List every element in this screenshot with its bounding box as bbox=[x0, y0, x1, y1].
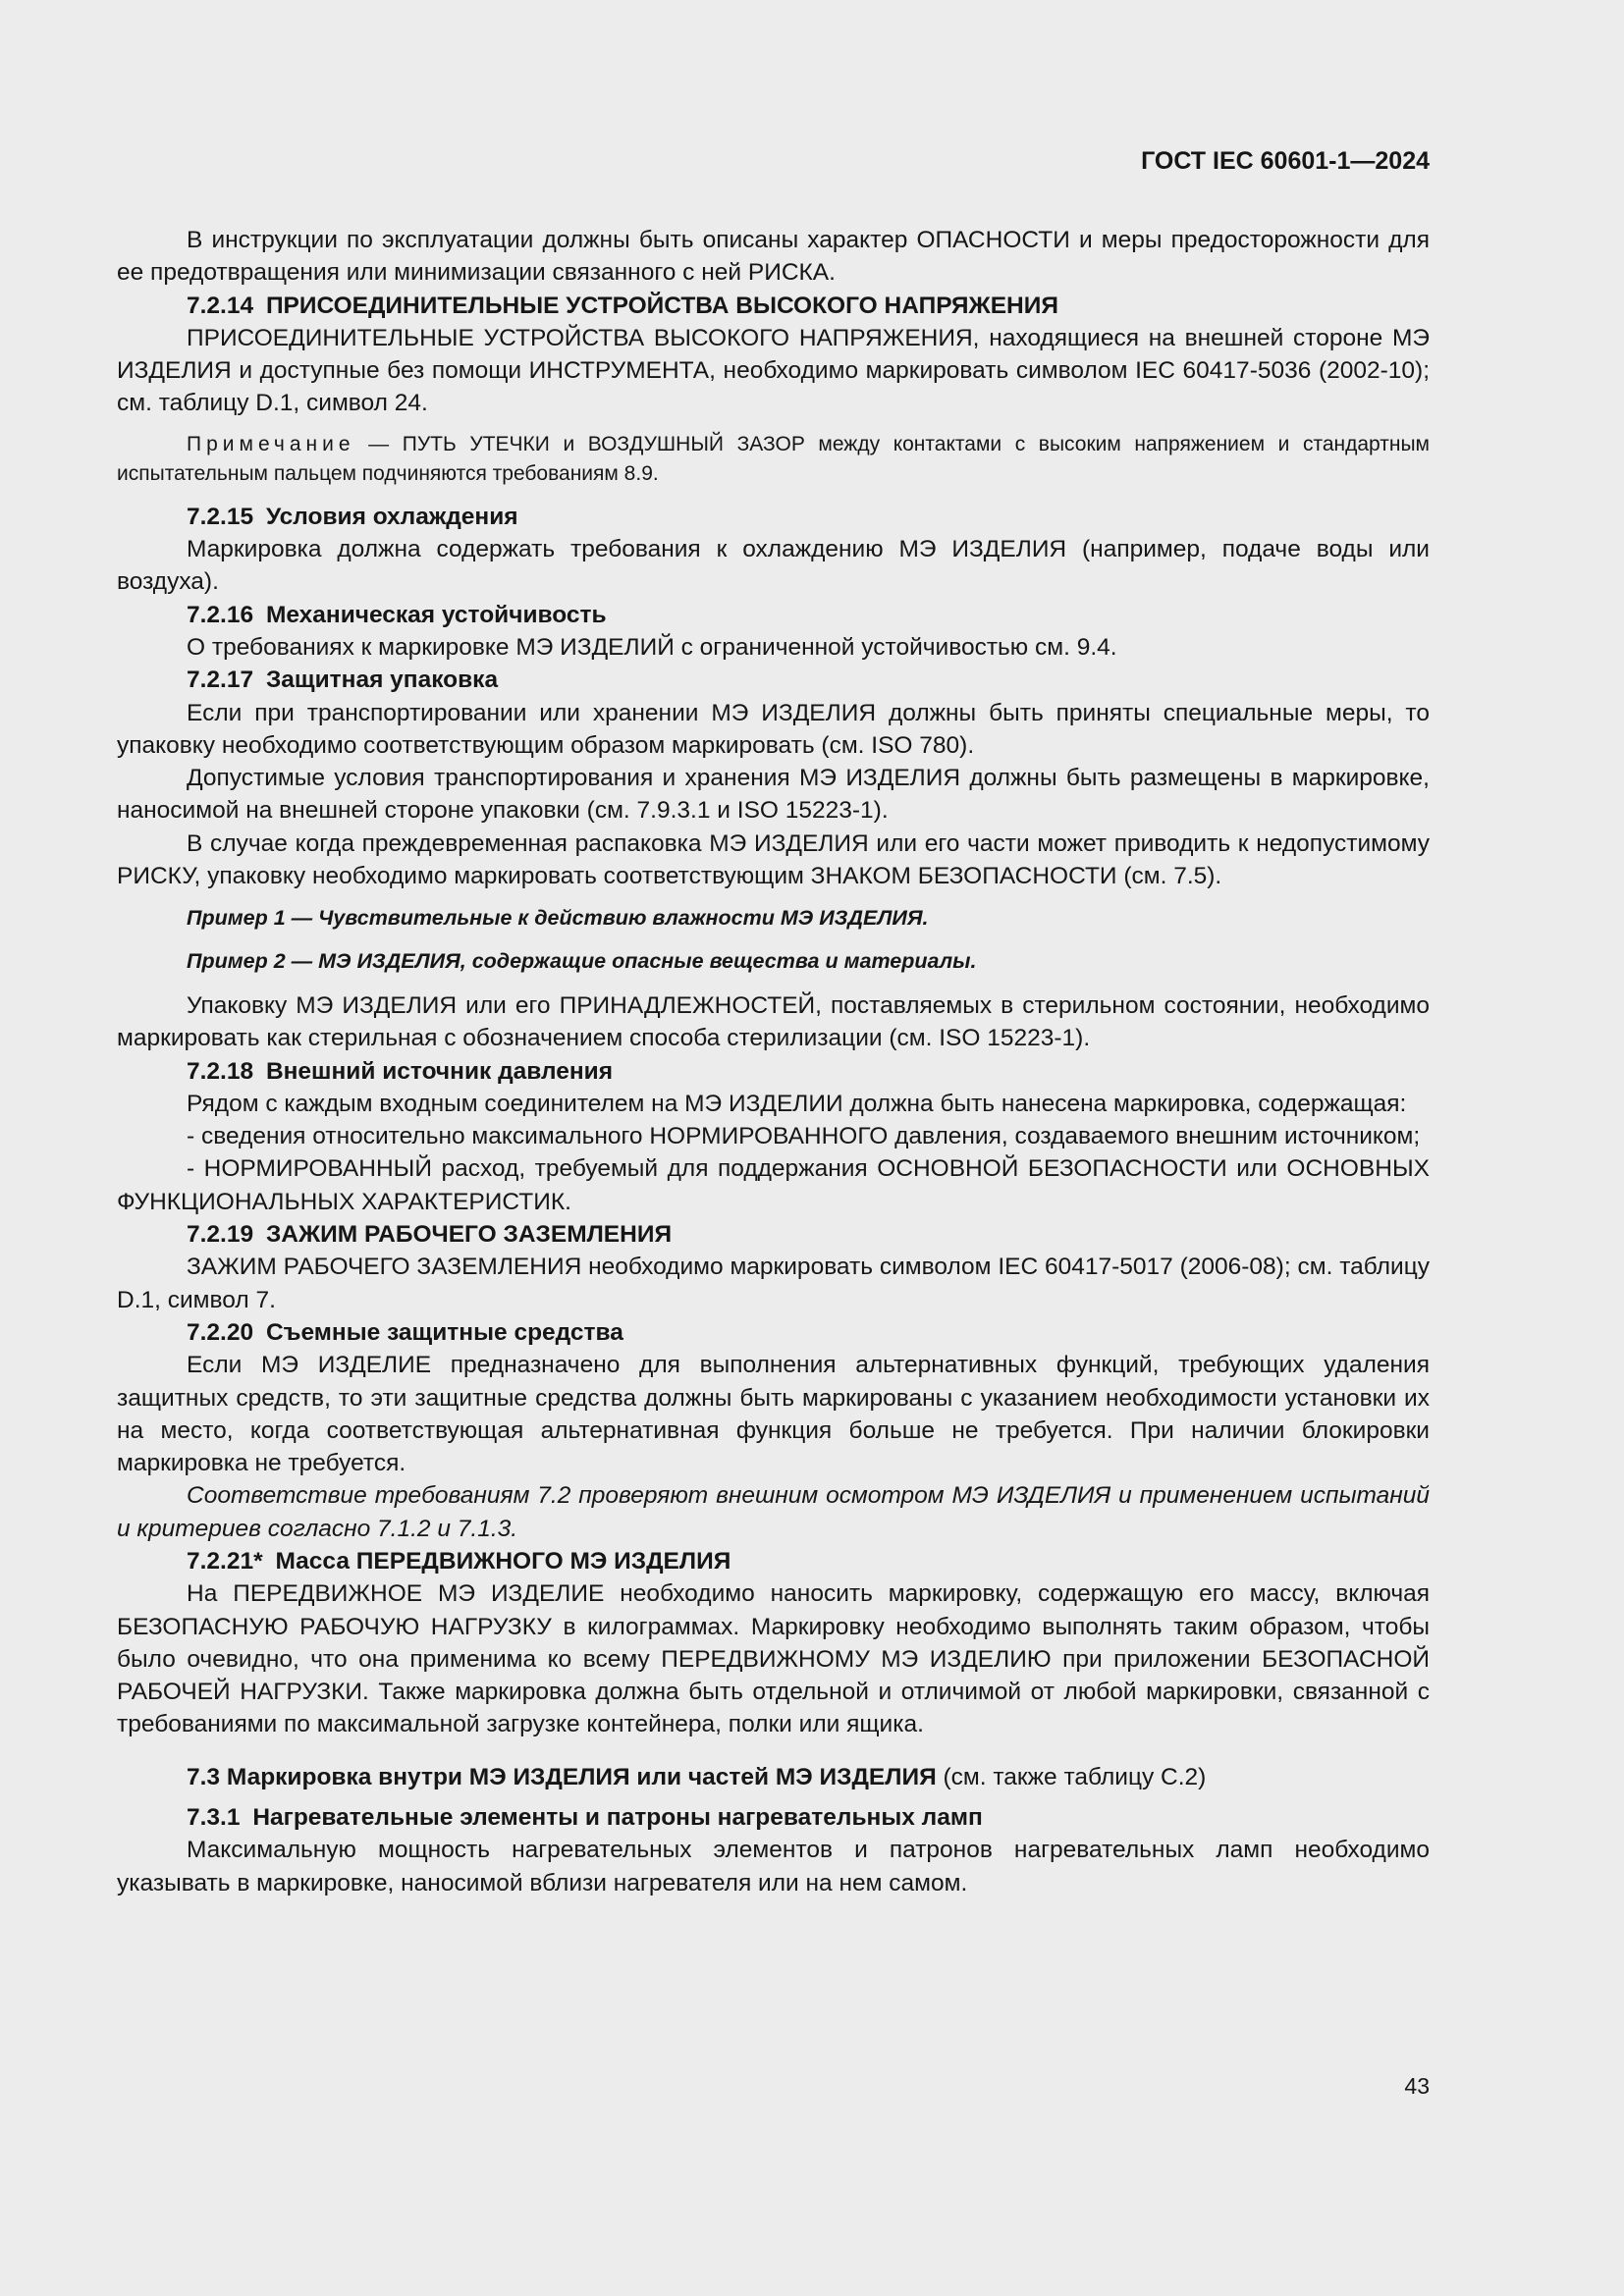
section-7-2-19-text: ЗАЖИМ РАБОЧЕГО ЗАЗЕМЛЕНИЯ необходимо маркировать символом IEC 60417-5017 (2006-08); см. таблицу D.1, символ 7. bbox=[117, 1254, 1430, 1313]
section-7-2-18-heading: 7.2.18 Внешний источник давления bbox=[187, 1057, 614, 1085]
section-7-2-14-heading: 7.2.14 ПРИСОЕДИНИТЕЛЬНЫЕ УСТРОЙСТВА ВЫСОКОГО НАПРЯЖЕНИЯ bbox=[187, 292, 1058, 319]
section-7-2-19-heading: 7.2.19 ЗАЖИМ РАБОЧЕГО ЗАЗЕМЛЕНИЯ bbox=[187, 1221, 673, 1249]
intro-paragraph: В инструкции по эксплуатации должны быть описаны характер ОПАСНОСТИ и меры предосторожности для ее предотвращения или минимизации связанного с ней РИСКА. bbox=[117, 227, 1430, 287]
section-7-2-15-text: Маркировка должна содержать требования к охлаждению МЭ ИЗДЕЛИЯ (например, подаче воды или воздуха). bbox=[117, 536, 1430, 596]
example-1: Пример 1 — Чувствительные к действию влажности МЭ ИЗДЕЛИЯ. bbox=[187, 906, 929, 931]
section-7-2-17-text-3: В случае когда преждевременная распаковка МЭ ИЗДЕЛИЯ или его части может приводить к недопустимому РИСКУ, упаковку необходимо маркировать соответствующим ЗНАКОМ БЕЗОПАСНОСТИ (см. 7.5). bbox=[117, 829, 1430, 890]
list-item: - НОРМИРОВАННЫЙ расход, требуемый для поддержания ОСНОВНОЙ БЕЗОПАСНОСТИ или ОСНОВНЫХ ФУНКЦИОНАЛЬНЫХ ХАРАКТЕРИСТИК. bbox=[117, 1155, 1430, 1215]
section-7-2-17-text-4: Упаковку МЭ ИЗДЕЛИЯ или его ПРИНАДЛЕЖНОСТЕЙ, поставляемых в стерильном состоянии, необходимо маркировать как стерильная с обозначением способа стерилизации (см. ISO 15223-1). bbox=[117, 991, 1430, 1052]
section-7-2-15-heading: 7.2.15 Условия охлаждения bbox=[187, 503, 518, 530]
list-item: - сведения относительно максимального НОРМИРОВАННОГО давления, создаваемого внешним источником; bbox=[187, 1123, 1421, 1150]
example-2: Пример 2 — МЭ ИЗДЕЛИЯ, содержащие опасные вещества и материалы. bbox=[187, 948, 977, 973]
section-7-2-20-heading: 7.2.20 Съемные защитные средства bbox=[187, 1318, 623, 1346]
section-7-2-21-heading: 7.2.21* Масса ПЕРЕДВИЖНОГО МЭ ИЗДЕЛИЯ bbox=[187, 1547, 731, 1575]
compliance-statement: Соответствие требованиям 7.2 проверяют внешним осмотром МЭ ИЗДЕЛИЯ и применением испытаний и критериев согласно 7.1.2 и 7.1.3. bbox=[117, 1482, 1430, 1542]
section-7-3-1-text: Максимальную мощность нагревательных элементов и патронов нагревательных ламп необходимо указывать в маркировке, наносимой вблизи нагревателя или на нем самом. bbox=[117, 1837, 1430, 1896]
page-number: 43 bbox=[1404, 2073, 1430, 2099]
document-body bbox=[117, 224, 1430, 1899]
section-7-2-14-text: ПРИСОЕДИНИТЕЛЬНЫЕ УСТРОЙСТВА ВЫСОКОГО НАПРЯЖЕНИЯ, находящиеся на внешней стороне МЭ ИЗДЕЛИЯ и доступные без помощи ИНСТРУМЕНТА, необходимо маркировать символом IEC 60417-5036 (2002-10); см. таблицу D.1, символ 24. bbox=[117, 324, 1430, 417]
section-7-2-17-text-1: Если при транспортировании или хранении МЭ ИЗДЕЛИЯ должны быть приняты специальные меры, то упаковку необходимо соответствующим образом маркировать (см. ISO 780). bbox=[117, 699, 1430, 759]
section-7-2-21-text: На ПЕРЕДВИЖНОЕ МЭ ИЗДЕЛИЕ необходимо наносить маркировку, содержащую его массу, включая БЕЗОПАСНУЮ РАБОЧУЮ НАГРУЗКУ в килограммах. Маркировку необходимо выполнять таким образом, чтобы было очевидно, что она применима ко всему ПЕРЕДВИЖНОМУ МЭ ИЗДЕЛИЮ при приложении БЕЗОПАСНОЙ РАБОЧЕЙ НАГРУЗКИ. Также маркировка должна быть отдельной и отличимой от любой маркировки, связанной с требованиями по максимальной загрузке контейнера, полки или ящика. bbox=[117, 1580, 1430, 1738]
section-7-3-heading: 7.3 Маркировка внутри МЭ ИЗДЕЛИЯ или частей МЭ ИЗДЕЛИЯ (см. также таблицу С.2) bbox=[187, 1763, 1207, 1790]
note-label: Примечание bbox=[187, 432, 355, 455]
section-7-2-17-text-2: Допустимые условия транспортирования и хранения МЭ ИЗДЕЛИЯ должны быть размещены в маркировке, наносимой на внешней стороне упаковки (см. 7.9.3.1 и ISO 15223-1). bbox=[117, 765, 1430, 825]
section-7-3-1-heading: 7.3.1 Нагревательные элементы и патроны нагревательных ламп bbox=[187, 1804, 983, 1832]
section-7-2-16-text: О требованиях к маркировке МЭ ИЗДЕЛИЙ с ограниченной устойчивостью см. 9.4. bbox=[187, 633, 1117, 661]
section-7-2-20-text: Если МЭ ИЗДЕЛИЕ предназначено для выполнения альтернативных функций, требующих удаления защитных средств, то эти защитные средства должны быть маркированы с указанием необходимости установки их на место, когда соответствующая альтернативная функция больше не требуется. При наличии блокировки маркировка не требуется. bbox=[117, 1352, 1430, 1477]
document-header: ГОСТ IEC 60601-1—2024 bbox=[1141, 147, 1430, 175]
section-7-2-18-text: Рядом с каждым входным соединителем на МЭ ИЗДЕЛИИ должна быть нанесена маркировка, содержащая: bbox=[187, 1090, 1407, 1117]
section-7-2-17-heading: 7.2.17 Защитная упаковка bbox=[187, 667, 499, 694]
section-7-2-16-heading: 7.2.16 Механическая устойчивость bbox=[187, 601, 607, 628]
section-7-2-14-note: Примечание — ПУТЬ УТЕЧКИ и ВОЗДУШНЫЙ ЗАЗОР между контактами с высоким напряжением и стандартным испытательным пальцем подчиняются требованиям 8.9. bbox=[117, 432, 1430, 485]
